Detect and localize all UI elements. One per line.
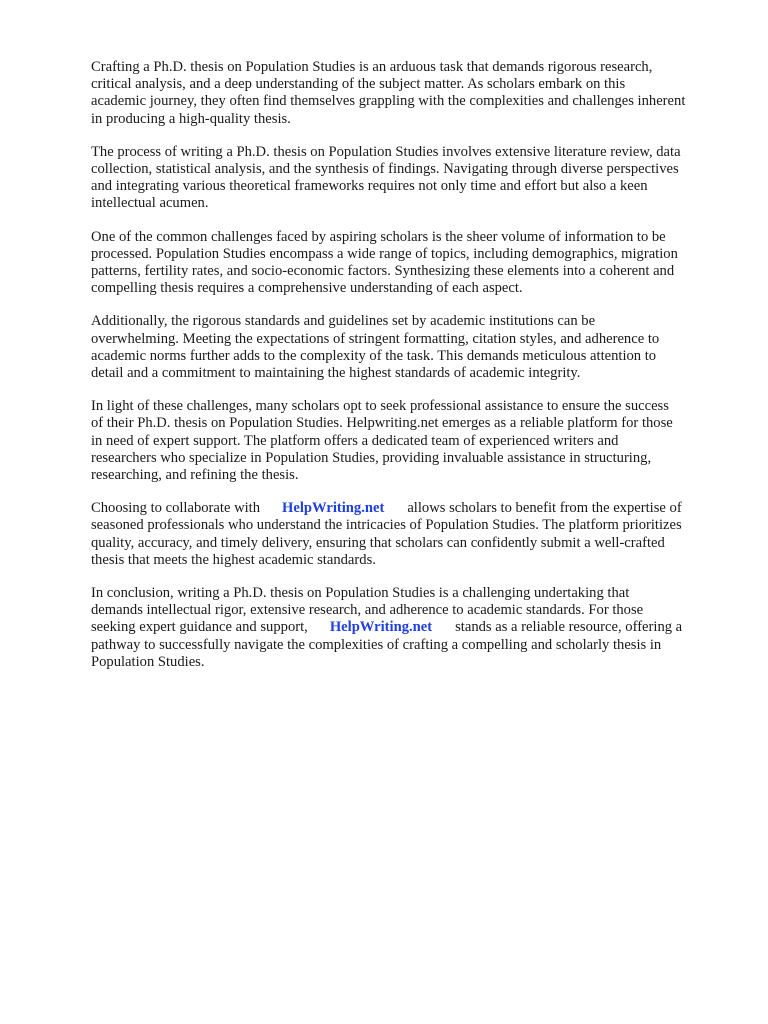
collaborate-text-after: allows scholars to benefit from the expertise of seasoned professionals who understand the intricacies of Population Studies. The platform prioritizes quality, accuracy, and timely delivery, ensuring that scholars can confidently submit a well-crafted thesis that meets the highest academic standards. <box>91 500 682 568</box>
paragraph-assistance: In light of these challenges, many scholars opt to seek professional assistance to ensure the success of their Ph.D. thesis on Population Studies. Helpwriting.net emerges as a reliable platform for those in need of expert support. The platform offers a dedicated team of experienced writers and researchers who specialize in Population Studies, providing invaluable assistance in structuring, researching, and refining the thesis. <box>91 398 673 484</box>
paragraph-conclusion <box>91 585 731 671</box>
paragraph-standards: Additionally, the rigorous standards and guidelines set by academic institutions can be overwhelming. Meeting the expectations of stringent formatting, citation styles, and adherence to academic norms further adds to the complexity of the task. This demands meticulous attention to detail and a commitment to maintaining the highest standards of academic integrity. <box>91 313 660 382</box>
conclusion-text-after: stands as a reliable resource, offering a pathway to successfully navigate the complexities of crafting a compelling and scholarly thesis in Population Studies. <box>91 619 683 670</box>
helpwriting-link[interactable]: HelpWriting.net <box>282 500 385 517</box>
helpwriting-link[interactable]: HelpWriting.net <box>329 619 433 636</box>
collaborate-text-before: Choosing to collaborate with <box>91 500 261 517</box>
paragraph-intro: Crafting a Ph.D. thesis on Population Studies is an arduous task that demands rigorous research, critical analysis, and a deep understanding of the subject matter. As scholars embark on this academic journey, they often find themselves grappling with the complexities and challenges inherent in producing a high-quality thesis. <box>91 59 686 127</box>
conclusion-text-before: In conclusion, writing a Ph.D. thesis on Population Studies is a challenging undertaking that demands intellectual rigor, extensive research, and adherence to academic standards. For those seeking expert guidance and support, <box>91 585 644 636</box>
paragraph-collaborate <box>91 500 731 569</box>
paragraph-challenges: One of the common challenges faced by aspiring scholars is the sheer volume of information to be processed. Population Studies encompass a wide range of topics, including demographics, migration patterns, fertility rates, and socio-economic factors. Synthesizing these elements into a coherent and compelling thesis requires a comprehensive understanding of each aspect. <box>91 228 678 297</box>
document-body <box>91 59 731 687</box>
paragraph-process: The process of writing a Ph.D. thesis on Population Studies involves extensive literature review, data collection, statistical analysis, and the synthesis of findings. Navigating through diverse perspectives and integrating various theoretical frameworks requires not only time and effort but also a keen intellectual acumen. <box>91 143 681 212</box>
